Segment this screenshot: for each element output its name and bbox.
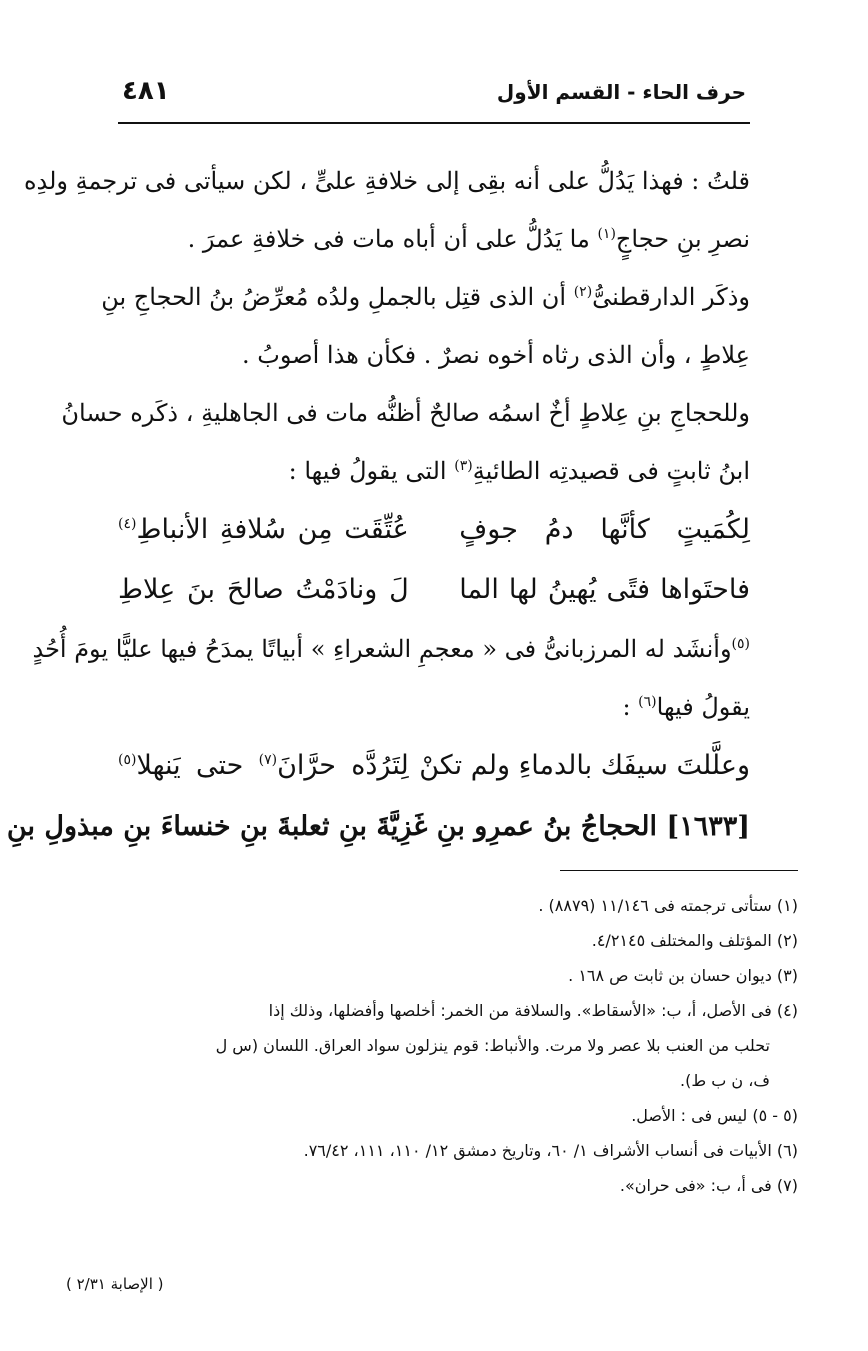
entry-heading: [١٦٣٣] الحجاجُ بنُ عمرِو بنِ غَزِيَّةَ بنِ ثعلبةَ بنِ خنساءَ بنِ مبذولِ بنِ (6, 811, 750, 842)
verse-line (118, 736, 750, 796)
text-line (32, 620, 750, 678)
text-span: حتى يَنهلا (136, 750, 259, 781)
footnote-rule (560, 870, 798, 871)
verse-hemistich (118, 736, 409, 796)
footnote: (١) ستأتى ترجمته فى ١١/١٤٦ (٨٨٧٩) . (538, 896, 798, 915)
verse-hemistich (118, 500, 409, 560)
footnote: (٣) ديوان حسان بن ثابت ص ١٦٨ . (568, 966, 798, 985)
text-span: ابنُ ثابتٍ فى قصيدتِه الطائيةِ (472, 457, 750, 485)
text-span: نصرِ بنِ حجاجٍ (615, 225, 750, 253)
page-number: ٤٨١ (122, 76, 170, 106)
text-line (118, 210, 750, 268)
text-span: وذكَر الدارقطنىُّ (592, 283, 750, 311)
verse-hemistich: وعلَّلتَ سيفَك بالدماءِ ولم تكنْ (419, 750, 750, 781)
footnote-continuation: تحلب من العنب بلا عصر ولا مرت. والأنباط: قوم ينزلون سواد العراق. اللسان (س ل (215, 1036, 770, 1055)
text-span: عُتِّقَت مِن سُلافةِ الأنباطِ (136, 514, 409, 545)
running-title: حرف الحاء - القسم الأول (496, 80, 746, 104)
text-span: يقولُ فيها (656, 693, 750, 721)
text-line (101, 268, 750, 326)
footnote-continuation: ف، ن ب ط). (680, 1071, 770, 1090)
paragraph-1 (23, 152, 750, 268)
verse-hemistich: لَ ونادَمْتُ صالحَ بنَ عِلاطِ (118, 574, 409, 605)
paragraph-2 (101, 268, 750, 384)
footnote-ref: (٣) (454, 458, 473, 474)
footnote: (٤) فى الأصل، أ، ب: «الأسقاط». والسلافة من الخمر: أخلصها وأفضلها، وذلك إذا (268, 1001, 798, 1020)
footnote: (٧) فى أ، ب: «فى حران». (619, 1176, 798, 1195)
text-line (118, 678, 750, 736)
footnote-ref: (٧) (258, 752, 278, 768)
text-span: ما يَدُلُّ على أن أباه مات فى خلافةِ عمرَ . (187, 225, 598, 253)
main-text (6, 152, 750, 858)
text-span: لِكُمَيتٍ كأنَّها دمُ جوفٍ (459, 514, 750, 545)
verse-line (118, 500, 750, 560)
text-line: عِلاطٍ ، وأن الذى رثاه أخوه نصرٌ . فكأن هذا أصوبُ . (242, 341, 750, 369)
footnotes (118, 888, 798, 1203)
text-span: التى يقولُ فيها : (288, 457, 455, 485)
verse-hemistich (459, 500, 750, 560)
text-line: قلتُ : فهذا يَدُلُّ على أنه بقِى إلى خلافةِ علىٍّ ، لكن سيأتى فى ترجمةِ ولدِه (23, 167, 750, 195)
footnote: (٥ - ٥) ليس فى : الأصل. (631, 1106, 798, 1125)
footnote-ref: (١) (597, 226, 616, 242)
volume-signature: ( الإصابة ٢/٣١ ) (66, 1275, 164, 1293)
header-rule (118, 122, 750, 124)
verse-line (118, 560, 750, 620)
footnote: (٦) الأبيات فى أنساب الأشراف ١/ ٦٠، وتاريخ دمشق ١٢/ ١١٠، ١١١، ٧٦/٤٢. (303, 1141, 798, 1160)
footnote-ref: (٤) (118, 516, 137, 532)
verse-hemistich: فاحتَواها فتًى يُهينُ لها الما (459, 574, 750, 605)
footnote: (٢) المؤتلف والمختلف ٤/٢١٤٥. (591, 931, 798, 950)
footnote-ref: (٥) (118, 752, 137, 768)
text-span: وأنشَد له المرزبانىُّ فى « معجمِ الشعراءِ » أبياتًا يمدَحُ فيها عليًّا يومَ أُحُدٍ (32, 635, 732, 663)
footnote-ref: (٢) (573, 284, 593, 300)
text-span: : (622, 693, 639, 721)
text-line (118, 442, 750, 500)
paragraph-4 (32, 620, 750, 736)
text-span: أن الذى قتِل بالجملِ ولدُه مُعرِّضُ بنُ الحجاجِ بنِ (101, 283, 574, 311)
text-span: لِتَرُدَّه حرَّانَ (277, 750, 409, 781)
paragraph-3 (61, 384, 750, 500)
footnote-ref: (٦) (638, 694, 657, 710)
page-header (118, 68, 750, 112)
footnote-ref: (٥) (731, 636, 750, 652)
text-line: وللحجاجِ بنِ عِلاطٍ أخٌ اسمُه صالحٌ أظنُّه مات فى الجاهليةِ ، ذكَره حسانُ (61, 399, 750, 427)
